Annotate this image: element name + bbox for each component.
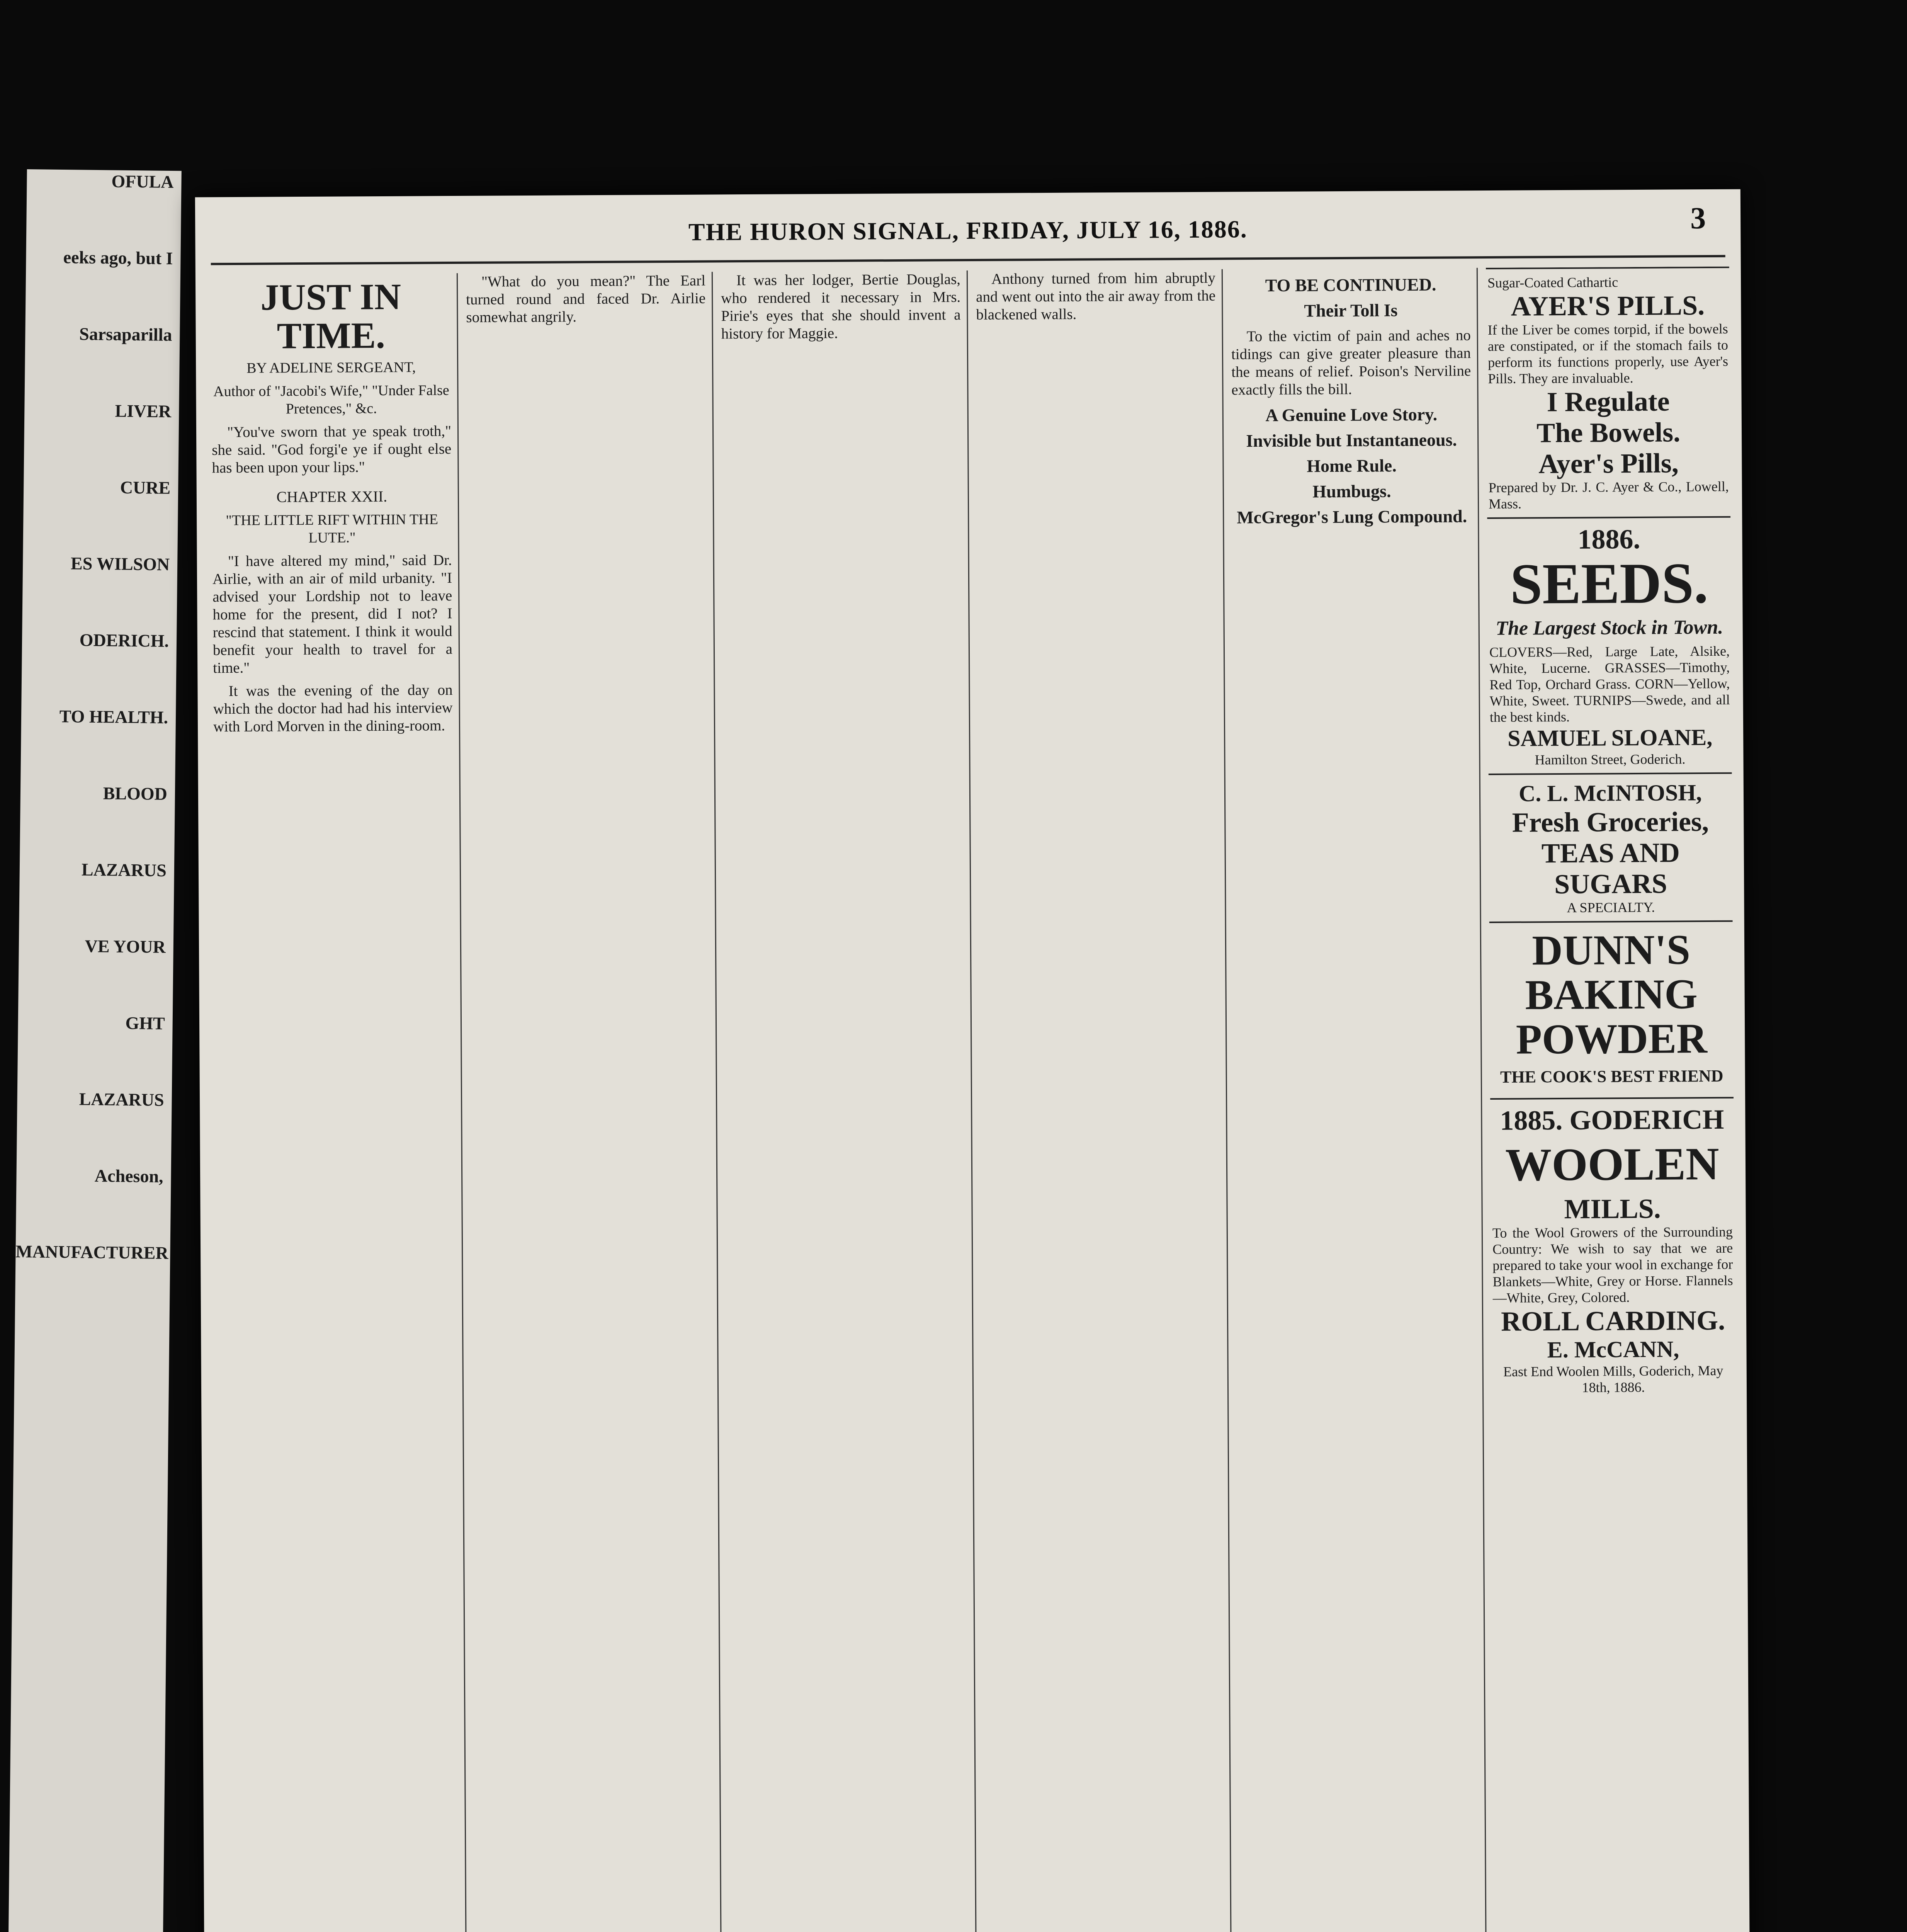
fragment-line: LAZARUS [79,1089,164,1110]
fragment-line: ODERICH. [79,630,169,651]
seeds-title: SEEDS. [1510,551,1708,616]
dunns-line2: BAKING [1525,970,1698,1019]
mcintosh-ad [1489,772,1733,922]
ayers-title: AYER'S PILLS. [1511,290,1705,322]
story-author-note: Author of "Jacobi's Wife," "Under False Pretences," &c. [213,382,449,417]
story-paragraph: It was the evening of the day on which the doctor had had his interview with Lord Morven in the dining-room. [213,682,453,735]
seeds-subtitle: The Largest Stock in Town. [1496,616,1723,639]
column-5 [1231,268,1482,1932]
item-heading: Their Toll Is [1304,300,1398,321]
seeds-year: 1886. [1577,523,1640,555]
seeds-ad [1487,516,1732,774]
fragment-gap [25,268,180,324]
fragment-line: LIVER [115,401,172,422]
masthead: THE HURON SIGNAL, FRIDAY, JULY 16, 1886. [688,215,1248,246]
fragment-line: TO HEALTH. [59,706,168,727]
fragment-gap [16,1186,171,1242]
fragment-gap [17,1033,172,1089]
item-heading: Home Rule. [1307,456,1397,476]
fragment-line: OFULA [111,171,174,192]
item-heading: A Genuine Love Story. [1265,404,1438,425]
fragment-line: VE YOUR [85,936,166,957]
ayers-prep: Prepared by Dr. J. C. Ayer & Co., Lowell, Mass. [1488,478,1729,512]
fragment-line: BLOOD [103,783,168,804]
woolen-title: WOOLEN [1505,1138,1720,1190]
woolen-mills-ad [1490,1097,1735,1401]
dunns-ad [1489,920,1734,1098]
dunns-line3: POWDER [1516,1015,1708,1063]
chapter-title: "THE LITTLE RIFT WITHIN THE LUTE." [226,511,439,546]
column-3 [721,270,972,1932]
sloane-name: SAMUEL SLOANE, [1507,724,1713,751]
fragment-gap [15,1263,170,1318]
ayers-footer: Ayer's Pills, [1538,447,1679,480]
mcintosh-name: C. L. McINTOSH, [1518,780,1702,806]
fragment-gap [26,192,181,247]
specialty-text: A SPECIALTY. [1567,899,1655,915]
mccann-name: E. McCANN, [1547,1336,1679,1363]
item-heading: Invisible but Instantaneous. [1246,430,1457,451]
story-paragraph: "I have altered my mind," said Dr. Airlie, with an air of mild urbanity. "I advised your Lordship not to leave home for the present, did I not? I rescind that statement. I think it would benefit your health to travel for a time." [212,552,453,677]
fragment-line: CURE [120,477,171,498]
fragment-gap [20,804,175,859]
fragment-gap [18,957,173,1012]
ads-column [1486,267,1740,1932]
ayers-bowels: The Bowels. [1536,417,1681,449]
fragment-gap [24,421,179,477]
roll-carding: ROLL CARDING. [1501,1304,1725,1337]
chapter-heading: CHAPTER XXII. [276,487,388,506]
left-page-fragment [4,169,182,1932]
fragment-line: GHT [125,1013,165,1033]
dunns-tagline: THE COOK'S BEST FRIEND [1500,1066,1723,1087]
story-paragraph: Anthony turned from him abruptly and went out into the air away from the blackened walls. [976,269,1216,323]
story-intro: "You've sworn that ye speak troth," she said. "God forgi'e ye if ought else has been upon your lips." [212,423,452,476]
fragment-line: eeks ago, but I [63,247,173,269]
sloane-address: Hamilton Street, Goderich. [1535,751,1686,768]
fragment-gap [21,651,176,706]
fragment-line: LAZARUS [81,859,167,880]
ayers-text: If the Liver be comes torpid, if the bowels are constipated, or if the stomach fails to perform its functions properly, use Ayer's Pills. They are invaluable. [1487,321,1729,386]
ayers-pills-ad [1486,267,1730,517]
fragment-line: MANUFACTURER [15,1241,169,1263]
woolen-text: To the Wool Growers of the Surrounding Country: We wish to say that we are prepared to take your wool in exchange for Blankets—White, Grey or Horse. Flannels—White, Grey, Colored. [1492,1224,1733,1306]
fragment-gap [20,727,175,783]
fragment-line: Acheson, [94,1166,163,1186]
story-byline: BY ADELINE SERGEANT, [246,359,416,376]
item-heading: McGregor's Lung Compound. [1237,506,1467,527]
ayers-tagline: Sugar-Coated Cathartic [1487,274,1618,291]
woolen-year: 1885. GODERICH [1500,1104,1724,1136]
ayers-regulate: I Regulate [1547,386,1670,418]
fragment-gap [23,498,178,553]
fragment-gap [17,1110,172,1165]
page-number: 3 [1690,201,1706,236]
story-paragraph: It was her lodger, Bertie Douglas, who rendered it necessary in Mrs. Pirie's eyes that she should invent a history for Maggie. [721,271,961,342]
continued-note: TO BE CONTINUED. [1265,274,1436,296]
story-paragraph: "What do you mean?" The Earl turned round and faced Dr. Airlie somewhat angrily. [466,272,706,326]
story-title: JUST IN TIME. [260,276,401,357]
woolen-mills: MILLS. [1564,1193,1661,1225]
newspaper-page [195,189,1752,1932]
fragment-gap [25,345,180,400]
fragment-line: ES WILSON [70,553,170,574]
seeds-text: CLOVERS—Red, Large Late, Alsike, White, Lucerne. GRASSES—Timothy, Red Top, Orchard Grass. CORN—Yellow, White, Sweet. TURNIPS—Swede, and all the best kinds. [1489,643,1730,725]
groceries-heading: Fresh Groceries, [1512,806,1709,838]
dunns-line1: DUNN'S [1532,926,1691,974]
teas-heading: TEAS AND SUGARS [1541,837,1680,900]
column-1 [211,273,462,1932]
fragment-gap [22,574,177,630]
fragment-gap [19,880,174,936]
fragment-line: Sarsaparilla [79,324,172,345]
item-text: To the victim of pain and aches no tidings can give greater pleasure than the means of relief. Poison's Nerviline exactly fills the bill. [1231,327,1471,398]
item-heading: Humbugs. [1312,481,1391,502]
mccann-address: East End Woolen Mills, Goderich, May 18th, 1886. [1503,1362,1723,1395]
column-2 [466,272,717,1932]
column-4 [976,269,1227,1932]
